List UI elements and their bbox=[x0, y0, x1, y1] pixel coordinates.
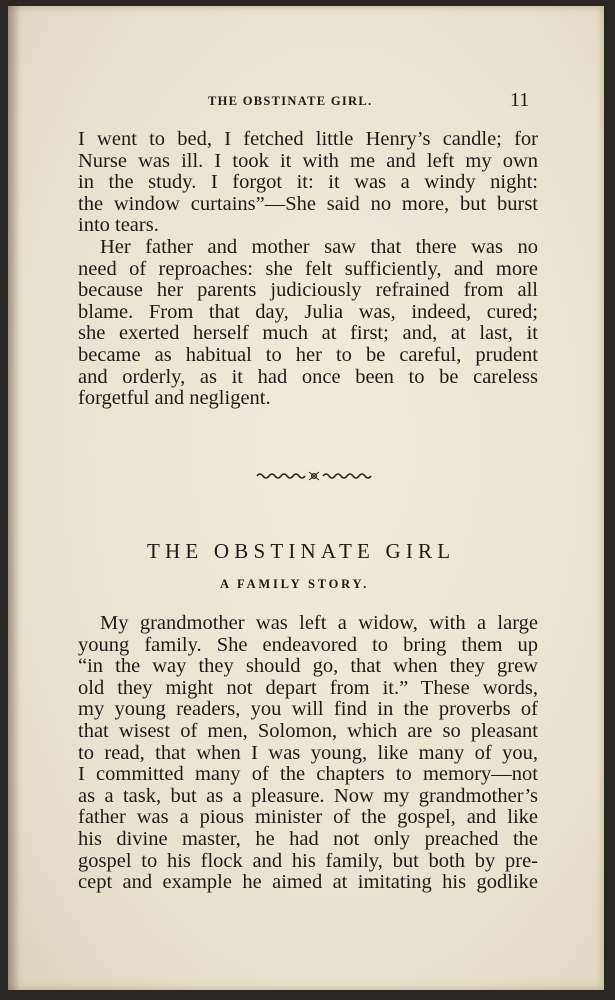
page-number: 11 bbox=[510, 89, 530, 111]
chapter-ending-text bbox=[78, 129, 538, 410]
text-line: blame. From that day, Julia was, indeed, cured; bbox=[78, 300, 538, 323]
text-line: old they might not depart from it.” These words, bbox=[78, 676, 538, 699]
ornamental-divider bbox=[255, 469, 373, 483]
divider-right-wave bbox=[323, 474, 371, 478]
text-line: My grandmother was left a widow, with a large bbox=[100, 612, 538, 634]
section-title: THE OBSTINATE GIRL bbox=[147, 539, 456, 563]
text-line: I committed many of the chapters to memory—not bbox=[78, 763, 538, 786]
text-line: cept and example he aimed at imitating his godlike bbox=[78, 871, 538, 894]
text-line: and orderly, as it had once been to be careless bbox=[78, 365, 538, 388]
text-line: Nurse was ill. I took it with me and left my own bbox=[78, 149, 538, 172]
divider-left-wave bbox=[257, 474, 305, 478]
text-line: she exerted herself much at first; and, at last, it bbox=[78, 322, 538, 345]
text-line: in the study. I forgot it: it was a windy night: bbox=[78, 171, 538, 194]
text-line: father was a pious minister of the gospel, and like bbox=[78, 806, 538, 829]
text-line: forgetful and negligent. bbox=[78, 387, 271, 410]
text-line: I went to bed, I fetched little Henry’s candle; for bbox=[78, 128, 538, 150]
text-line: into tears. bbox=[78, 214, 159, 237]
section-subtitle: A FAMILY STORY. bbox=[220, 577, 370, 591]
text-line: my young readers, you will find in the proverbs of bbox=[78, 698, 538, 721]
story-opening-text bbox=[78, 613, 538, 894]
text-line: Her father and mother saw that there was no bbox=[100, 235, 538, 258]
text-line: “in the way they should go, that when they grew bbox=[78, 655, 538, 678]
page-gutter-shadow bbox=[8, 6, 20, 990]
text-line: to read, that when I was young, like many of you, bbox=[78, 741, 538, 764]
text-line: gospel to his flock and his family, but both by pre- bbox=[78, 849, 538, 872]
text-line: young family. She endeavored to bring them up bbox=[78, 633, 538, 656]
text-line: because her parents judiciously refrained from all bbox=[78, 279, 538, 302]
text-line: became as habitual to her to be careful, prudent bbox=[78, 343, 538, 366]
divider-center-ornament bbox=[309, 472, 319, 480]
text-line: need of reproaches: she felt sufficiently, and more bbox=[78, 257, 538, 280]
text-line: the window curtains”—She said no more, but burst bbox=[78, 192, 538, 215]
running-head: THE OBSTINATE GIRL. bbox=[208, 94, 373, 108]
text-line: that wisest of men, Solomon, which are so pleasant bbox=[78, 719, 538, 742]
text-line: as a task, but as a pleasure. Now my grandmother’s bbox=[78, 784, 538, 807]
book-page bbox=[8, 6, 604, 990]
text-line: his divine master, he had not only preached the bbox=[78, 827, 538, 850]
